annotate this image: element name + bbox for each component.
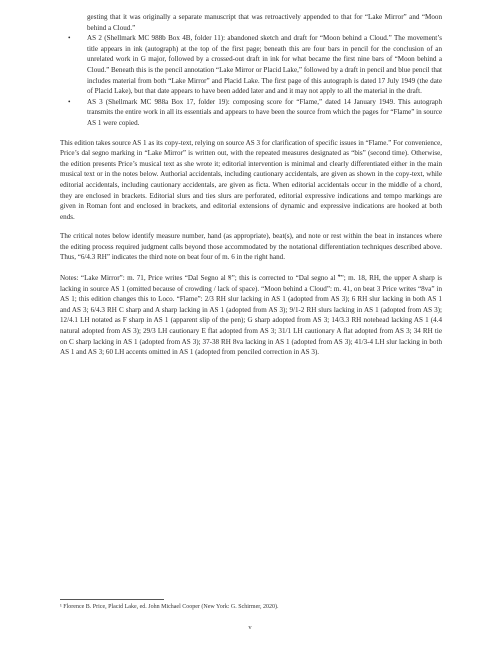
- source-item-text: AS 2 (Shellmark MC 988b Box 4B, folder 11): abandoned sketch and draft for “Moon behind a Cloud.” The movement’s title appears in ink (autograph) at the top of the first page; beneath this are four bars in pencil for the conclusion of an unrelated work in G major, followed by a crossed-out draft in ink for what became the first nine bars of “Moon behind a Cloud.” Beneath this is the pencil annotation “Lake Mirror or Placid Lake,” followed by a draft in pencil and blue pencil that includes material from both “Lake Mirror” and Placid Lake. The first page of this autograph is dated 17 July 1949 (the date of Placid Lake), but that date appears to have been added later and and it may not apply to all the material in the draft.: [87, 34, 442, 96]
- source-list: [60, 33, 442, 128]
- notes-paragraph: [60, 273, 442, 358]
- source-item-as2: [60, 33, 442, 97]
- footnote: ¹ Florence B. Price, Placid Lake, ed. John Michael Cooper (New York: G. Schirmer, 2020).: [60, 604, 279, 610]
- notes-text-1: Notes: “Lake Mirror”: m. 71, Price writes “Dal Segno al: [60, 274, 229, 283]
- notes-text-2: ”; this is corrected to “Dal segno al: [231, 274, 338, 283]
- bullet-icon: •: [68, 97, 71, 106]
- page-number: v: [248, 624, 252, 631]
- body-text: [60, 12, 442, 358]
- source-item-text: AS 3 (Shellmark MC 988a Box 17, folder 19): composing score for “Flame,” dated 14 January 1949. This autograph transmits the entire work in all its essentials and appears to have been the source from which the pages for “Flame” in source AS 1 were copied.: [87, 97, 442, 127]
- notes-text-3: ”; m. 18, RH, the upper A sharp is lacking in source AS 1 (omitted because of crowding / lack of space). “Moon behind a Cloud”: m. 41, on beat 3 Price writes “8va” in AS 1; this edition changes this to Loco. “Flame”: 2/3 RH slur lacking in AS 1 (adopted from AS 3); 6 RH slur lacking in both AS 1 and AS 3; 6/4.3 RH C sharp and A sharp lacking in AS 1 (adopted from AS 3); 9/1-2 RH slurs lacking in AS 1 (adopted from AS 3); 12/4.1 LH notated as F sharp in AS 1 (apparent slip of the pen); G sharp adopted from AS 3; 14/3.3 RH notehead lacking AS 1 (4.4 natural adopted from AS 3); 29/3 LH cautionary E flat adopted from AS 3; 31/1 LH cautionary A flat adopted from AS 3; 34 RH tie on C sharp lacking in AS 1 (adopted from AS 3); 37-38 RH 8va lacking in AS 1 (adopted from AS 3); 41/3-4 LH slur lacking in both AS 1 and AS 3; 60 LH accents omitted in AS 1 (adopted from penciled correction in AS 3).: [60, 274, 442, 357]
- critical-notes-paragraph: The critical notes below identify measure number, hand (as appropriate), beat(s), and note or rest within the beat in instances where the editing process required judgment calls beyond those accommodated by the notational differentiation techniques described above. Thus, “6/4.3 RH” indicates the third note on beat four of m. 6 in the right hand.: [60, 232, 442, 262]
- footnote-rule: [60, 599, 164, 600]
- coda-icon: 𝄌: [337, 273, 341, 283]
- segno-icon: 𝄋: [228, 273, 232, 283]
- bullet-icon: •: [68, 34, 71, 43]
- source-item-as3: [60, 97, 442, 129]
- continuation-text: gesting that it was originally a separate manuscript that was retroactively appended to that for “Lake Mirror” and “Moon behind a Cloud.”: [87, 13, 442, 32]
- edition-paragraph: This edition takes source AS 1 as its copy-text, relying on source AS 3 for clarification of specific issues in “Flame.” For convenience, Price’s dal segno marking in “Lake Mirror” is written out, with the repeated measures designated as “bis” (second time). Otherwise, the edition presents Price’s musical text as she wrote it; editorial intervention is minimal and clearly differentiated either in the main musical text or in the notes below. Authorial accidentals, including cautionary accidentals, are given as shown in the copy-text, while editorial accidentals, including cautionary accidentals, are given as ficta. When editorial accidentals occur in the middle of a chord, they are enclosed in brackets. Editorial slurs and ties slurs are perforated, editorial expressive indications and tempo markings are given in Roman font and enclosed in brackets, and editorial extensions of dynamic and expressive indications are hooked at both ends.: [60, 138, 442, 221]
